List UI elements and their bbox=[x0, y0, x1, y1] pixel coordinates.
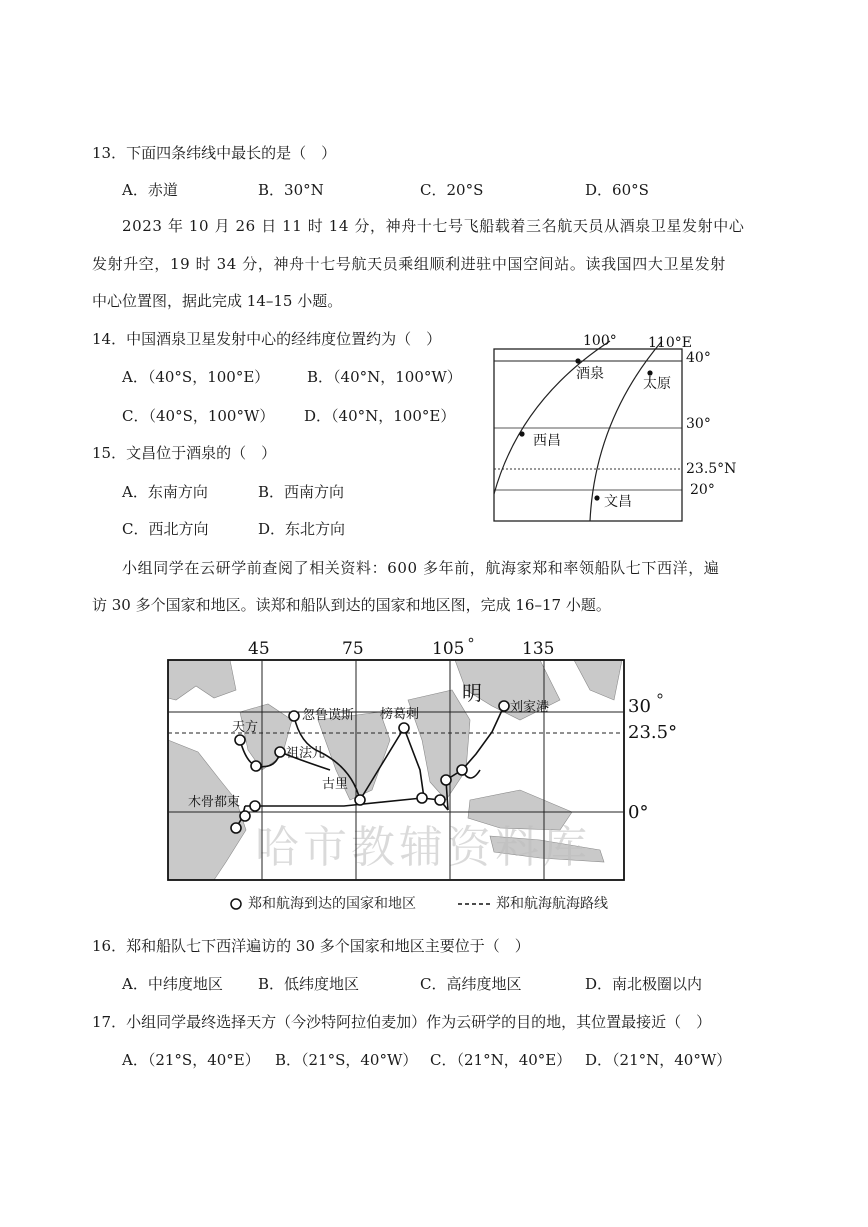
q17-stem: 17．小组同学最终选择天方（今沙特阿拉伯麦加）作为云研学的目的地，其位置最接近（ ） bbox=[92, 1013, 712, 1031]
q15-option-b: B．西南方向 bbox=[258, 483, 345, 501]
lat-label-23-5n: 23.5°N bbox=[686, 461, 737, 477]
map2-lon-135: 135 bbox=[522, 639, 555, 659]
q16-option-c: C．高纬度地区 bbox=[420, 975, 522, 993]
lon-label-100: 100° bbox=[583, 333, 617, 349]
legend-place-symbol bbox=[228, 896, 244, 912]
q14-option-c: C．（40°S，100°W） bbox=[122, 407, 275, 425]
map2-lat-0: 0° bbox=[628, 802, 649, 823]
q13-option-b: B．30°N bbox=[258, 181, 324, 199]
passage1-line1: 2023 年 10 月 26 日 11 时 14 分，神舟十七号飞船载着三名航天员从酒泉卫星发射中心 bbox=[122, 217, 745, 235]
passage1-line3: 中心位置图，据此完成 14–15 小题。 bbox=[92, 292, 343, 310]
site-xichang: 西昌 bbox=[533, 433, 561, 449]
passage2-line2: 访 30 多个国家和地区。读郑和船队到达的国家和地区图，完成 16–17 小题。 bbox=[92, 596, 611, 614]
q15-option-c: C．西北方向 bbox=[122, 520, 209, 538]
legend-route-text: 郑和航海航海路线 bbox=[496, 895, 608, 911]
q16-option-a: A．中纬度地区 bbox=[122, 975, 223, 993]
zheng-he-voyage-map bbox=[160, 630, 720, 920]
passage1-line2: 发射升空，19 时 34 分，神舟十七号航天员乘组顺利进驻中国空间站。读我国四大卫星发射 bbox=[92, 255, 726, 273]
watermark: 哈市教辅资料库 bbox=[255, 822, 591, 873]
q17-option-c: C．（21°N，40°E） bbox=[430, 1051, 572, 1069]
place-mugudushu: 木骨都束 bbox=[188, 795, 241, 810]
q16-option-d: D．南北极圈以内 bbox=[585, 975, 703, 993]
q16-stem: 16．郑和船队七下西洋遍访的 30 多个国家和地区主要位于（ ） bbox=[92, 937, 530, 955]
q17-option-a: A．（21°S，40°E） bbox=[122, 1051, 260, 1069]
place-tianfang: 天方 bbox=[232, 720, 259, 735]
q15-stem: 15．文昌位于酒泉的（ ） bbox=[92, 444, 277, 462]
q14-option-a: A．（40°S，100°E） bbox=[122, 368, 270, 386]
lon-label-110e: 110°E bbox=[648, 335, 692, 351]
q13-option-a: A．赤道 bbox=[122, 181, 178, 199]
launch-center-map bbox=[480, 330, 750, 530]
q17-option-b: B．（21°S，40°W） bbox=[275, 1051, 418, 1069]
map2-lon-45: 45 bbox=[248, 639, 270, 659]
lat-label-40: 40° bbox=[686, 350, 711, 366]
map2-degree-mark bbox=[469, 638, 473, 642]
map2-lat-30-degree-mark bbox=[658, 694, 662, 698]
q17-option-d: D．（21°N，40°W） bbox=[585, 1051, 732, 1069]
map2-lon-105: 105 bbox=[432, 639, 465, 659]
legend-places-text: 郑和航海到达的国家和地区 bbox=[248, 895, 416, 911]
q14-option-d: D．（40°N，100°E） bbox=[304, 407, 456, 425]
map2-lat-30: 30 bbox=[628, 696, 651, 717]
map2-lon-75: 75 bbox=[342, 639, 364, 659]
place-guli: 古里 bbox=[322, 777, 349, 792]
q13-option-d: D．60°S bbox=[585, 181, 649, 199]
place-hulumosi: 忽鲁谟斯 bbox=[302, 708, 355, 723]
site-jiuquan: 酒泉 bbox=[576, 366, 604, 382]
place-liujiagang: 刘家港 bbox=[510, 700, 550, 715]
passage2-line1: 小组同学在云研学前查阅了相关资料：600 多年前，航海家郑和率领船队七下西洋，遍 bbox=[122, 559, 720, 577]
region-ming: 明 bbox=[462, 681, 482, 705]
q16-option-b: B．低纬度地区 bbox=[258, 975, 360, 993]
legend-route-symbol bbox=[456, 896, 492, 912]
place-zufaer: 祖法儿 bbox=[286, 746, 326, 761]
site-wenchang: 文昌 bbox=[604, 494, 632, 510]
map2-lat-23-5: 23.5° bbox=[628, 722, 678, 743]
q13-option-c: C．20°S bbox=[420, 181, 484, 199]
q15-option-d: D．东北方向 bbox=[258, 520, 346, 538]
place-banggela: 榜葛剌 bbox=[380, 707, 420, 722]
lat-label-30: 30° bbox=[686, 416, 711, 432]
q15-option-a: A．东南方向 bbox=[122, 483, 208, 501]
q14-stem: 14．中国酒泉卫星发射中心的经纬度位置约为（ ） bbox=[92, 330, 442, 348]
q14-option-b: B．（40°N，100°W） bbox=[307, 368, 462, 386]
site-taiyuan: 太原 bbox=[643, 376, 671, 392]
q13-stem: 13．下面四条纬线中最长的是（ ） bbox=[92, 144, 337, 162]
lat-label-20: 20° bbox=[690, 482, 715, 498]
